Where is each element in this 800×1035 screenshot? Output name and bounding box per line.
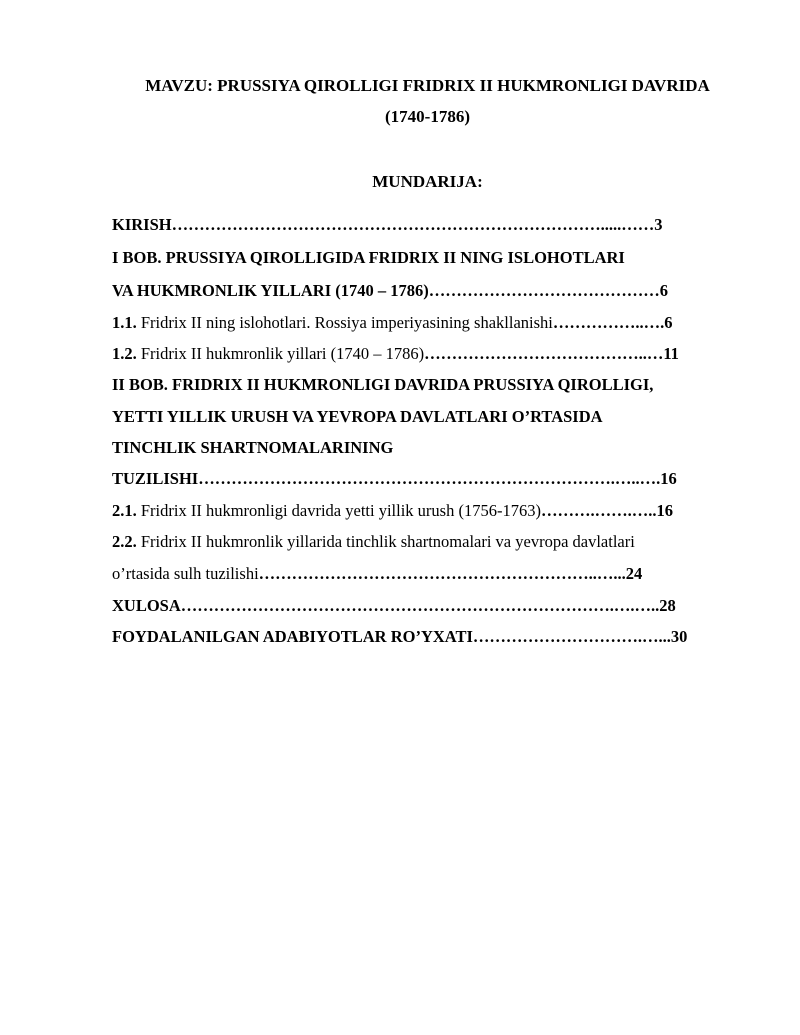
section-leader-page: …………………………………..…11: [424, 344, 679, 363]
section-number: 1.2.: [112, 344, 137, 363]
document-title-years: (1740-1786): [385, 107, 470, 126]
section-title: Fridrix II hukmronligi davrida yetti yillik urush (1756-1763): [136, 501, 541, 520]
document-title: MAVZU: PRUSSIYA QIROLLIGI FRIDRIX II HUKMRONLIGI DAVRIDA: [145, 76, 710, 95]
toc-entry-bibliography: FOYDALANILGAN ADABIYOTLAR RO’YXATI………………………….…...30: [112, 627, 688, 646]
section-title: Fridrix II ning islohotlari. Rossiya imperiyasining shakllanishi: [136, 313, 553, 332]
section-number: 1.1.: [112, 313, 137, 332]
toc-entry-chapter-2-line-3: TINCHLIK SHARTNOMALARINING: [112, 438, 394, 457]
toc-entry-chapter-1-line-1: I BOB. PRUSSIYA QIROLLIGIDA FRIDRIX II NING ISLOHOTLARI: [112, 248, 625, 267]
section-title-continued: o’rtasida sulh tuzilishi: [112, 564, 259, 583]
toc-entry-chapter-2-line-2: YETTI YILLIK URUSH VA YEVROPA DAVLATLARI O’RTASIDA: [112, 407, 603, 426]
section-number: 2.2.: [112, 532, 137, 551]
toc-heading: MUNDARIJA:: [372, 172, 483, 191]
section-leader-page: ……………………………………………………..…...24: [258, 564, 643, 583]
toc-entry-section-2-2-line-2: [112, 564, 642, 584]
section-number: 2.1.: [112, 501, 137, 520]
toc-entry-xulosa: XULOSA…………………………………………………………………….….…..28: [112, 596, 676, 615]
section-leader-page: ……………..….6: [552, 313, 673, 332]
section-title: Fridrix II hukmronlik yillarida tinchlik shartnomalari va yevropa davlatlari: [136, 532, 635, 551]
toc-entry-section-1-2: [112, 344, 679, 364]
toc-entry-chapter-2-line-4: TUZILISHI………………………………………………………………….…..….16: [112, 469, 677, 488]
toc-entry-chapter-1-line-2: VA HUKMRONLIK YILLARI (1740 – 1786)……………………………………6: [112, 281, 668, 300]
toc-entry-section-2-1: [112, 501, 673, 521]
toc-entry-chapter-2-line-1: II BOB. FRIDRIX II HUKMRONLIGI DAVRIDA PRUSSIYA QIROLLIGI,: [112, 375, 654, 394]
toc-entry-section-1-1: [112, 313, 673, 333]
toc-entry-kirish: KIRISH…………………………………………………………………….....……3: [112, 215, 663, 234]
toc-entry-section-2-2-line-1: [112, 532, 635, 552]
section-title: Fridrix II hukmronlik yillari (1740 – 1786): [136, 344, 425, 363]
section-leader-page: ……….…….…..16: [540, 501, 673, 520]
